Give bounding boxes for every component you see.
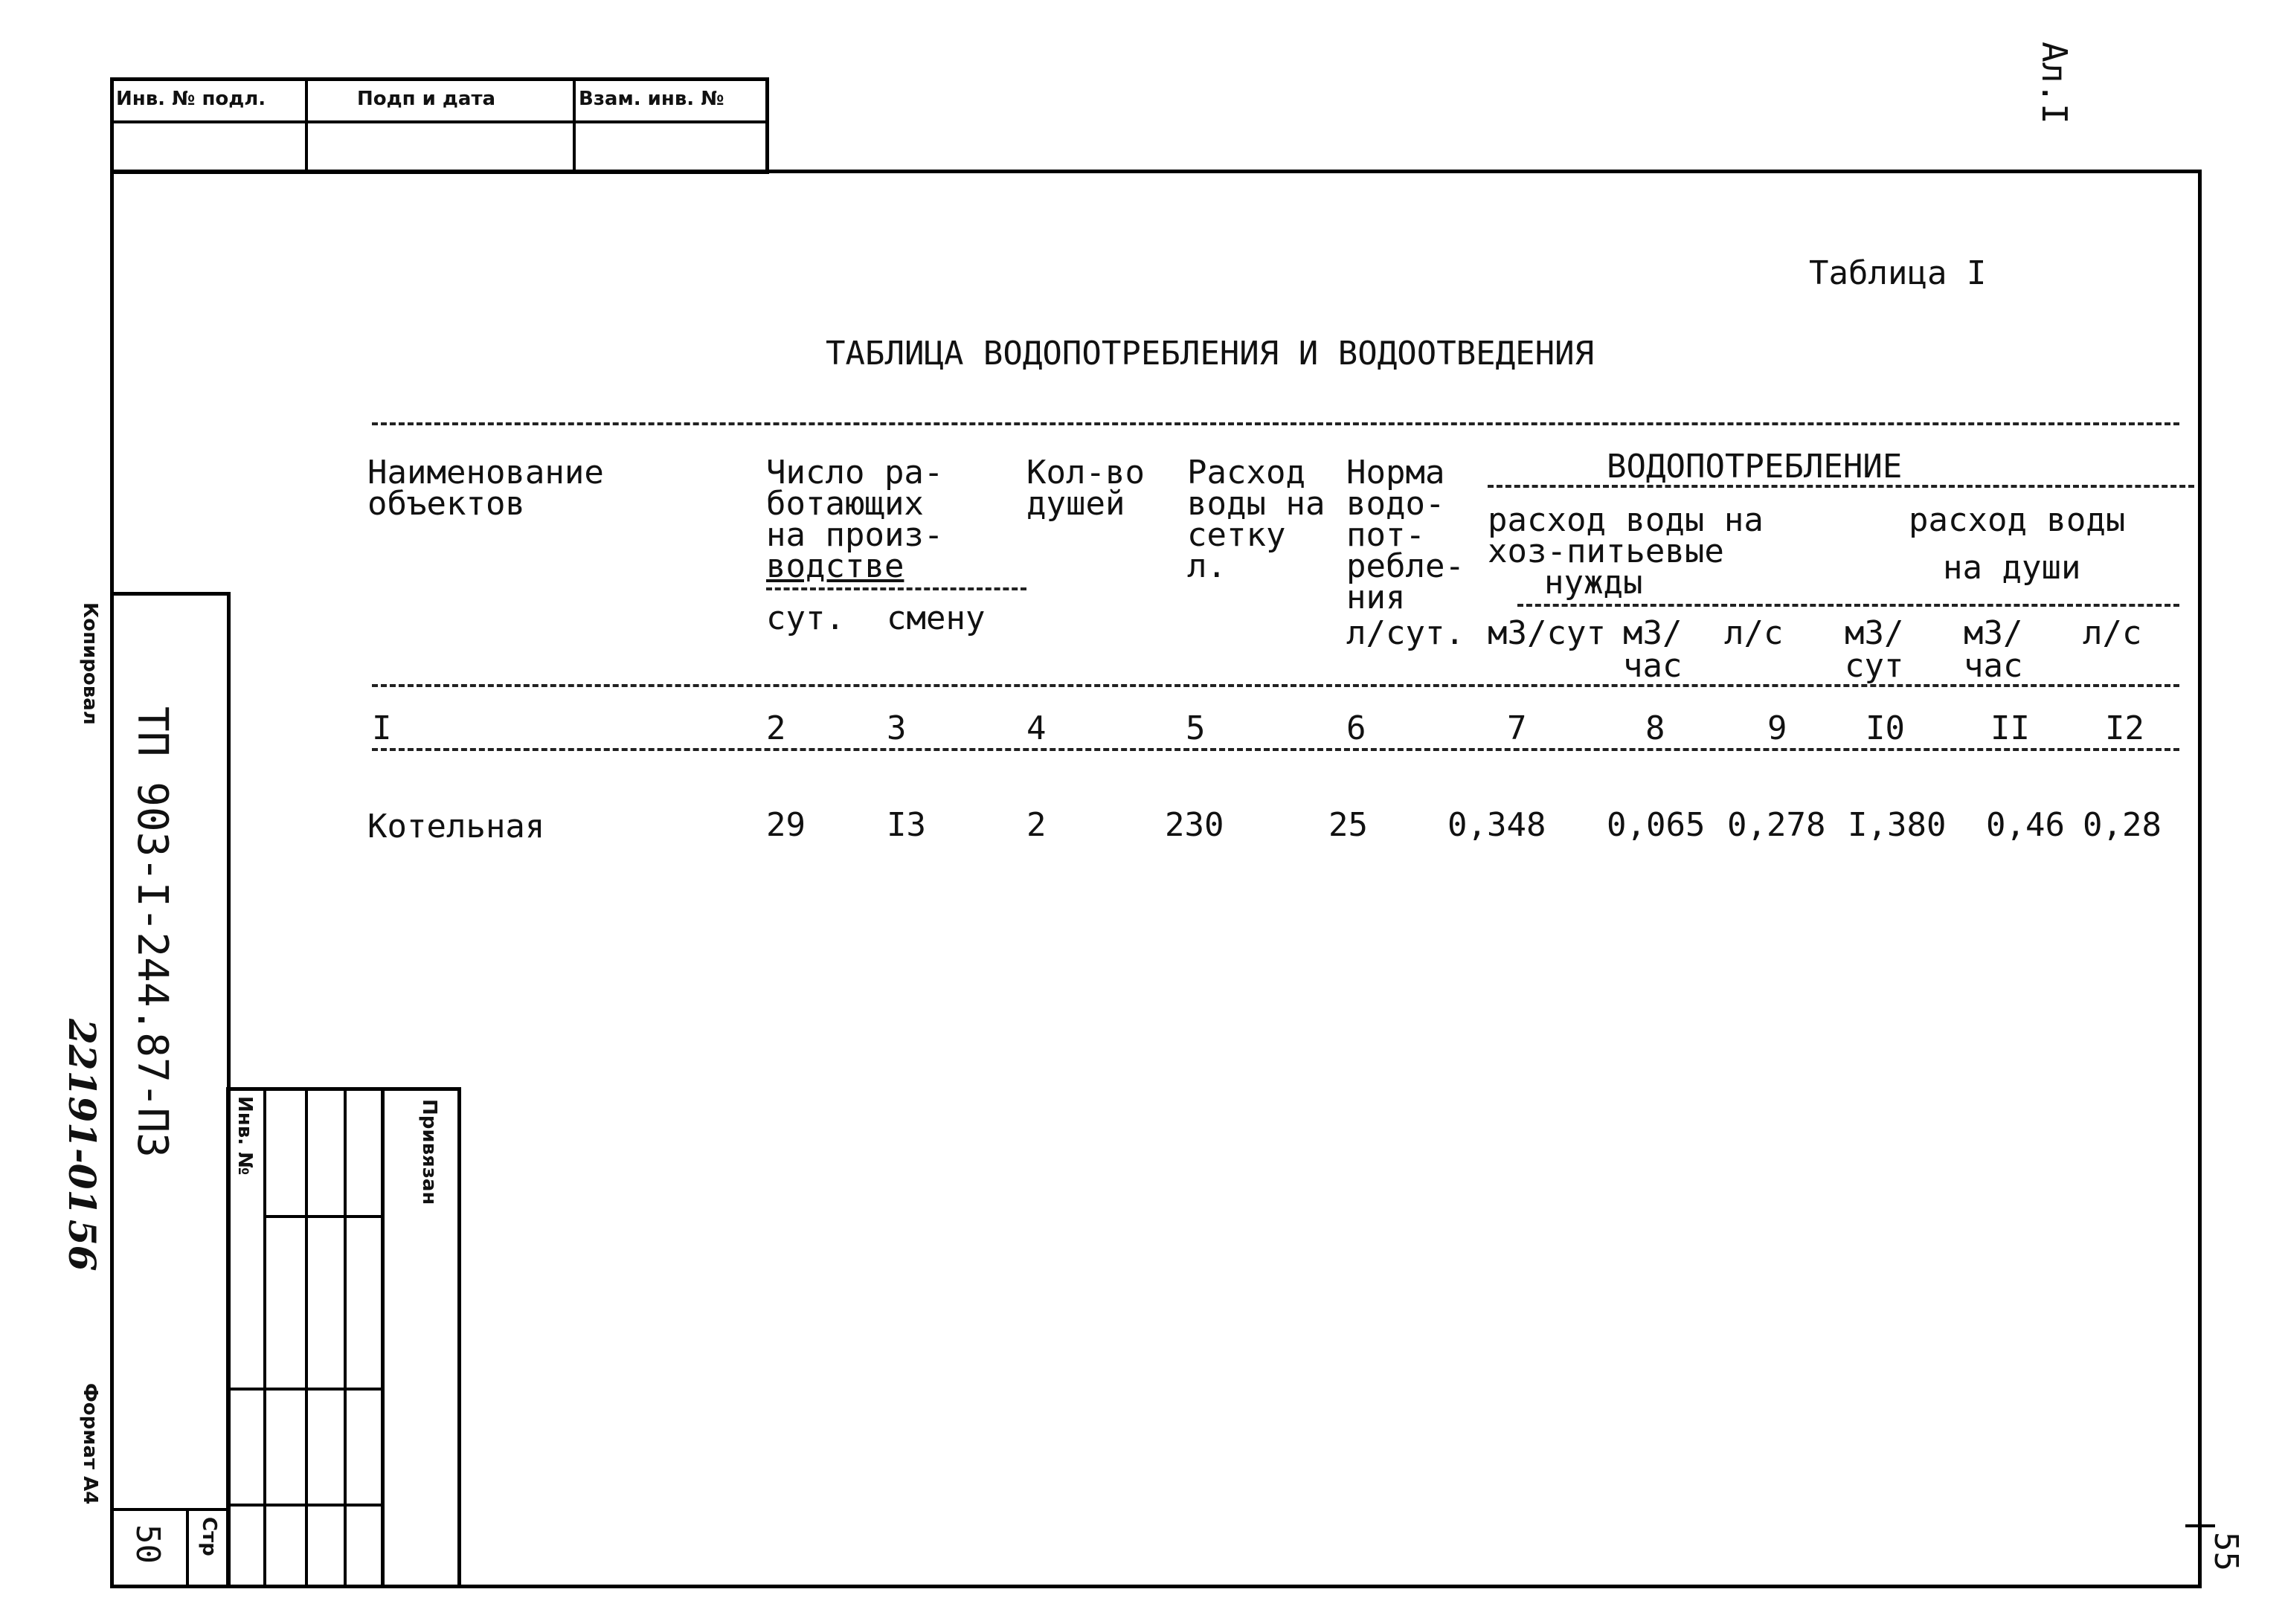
header-workers-1: Число ра- [766, 454, 944, 492]
row-value-shower-m3-hour: 0,46 [1986, 806, 2065, 844]
header-showers-1: Кол-во [1026, 454, 1145, 492]
colnum-8: 8 [1645, 709, 1665, 747]
header-grid-1: Расход [1187, 454, 1305, 492]
handwritten-number: 22191-01 [60, 1019, 104, 1216]
unit-day-b: сут [1845, 647, 1904, 685]
header-name-1: Наименование [367, 454, 604, 492]
corner-label: Ал.I [2034, 42, 2075, 124]
header-showers-flow-1: расход воды [1909, 501, 2126, 539]
colnum-6: 6 [1346, 709, 1366, 747]
inv-no-label: Инв. № [234, 1096, 256, 1176]
kopiroval: Копировал [79, 602, 101, 725]
row-value-grid: 230 [1165, 806, 1224, 844]
row-value-showers: 2 [1026, 806, 1047, 844]
doc-code: ТП 903-I-244.87-ПЗ [128, 706, 176, 1158]
colnum-4: 4 [1026, 709, 1047, 747]
page-num-left: 50 [129, 1524, 167, 1564]
header-household-1: расход воды на [1488, 501, 1764, 539]
format-label: Формат А4 [79, 1383, 101, 1505]
unit-hour-b: час [1964, 647, 2023, 685]
colnum-5: 5 [1186, 709, 1206, 747]
header-workers-4: водстве [766, 547, 904, 585]
table-label: Таблица I [1809, 254, 1987, 292]
header-name-2: объектов [367, 485, 525, 523]
unit-hour-a: час [1623, 647, 1683, 685]
stamp-vzam-inv: Взам. инв. № [579, 88, 724, 110]
header-household-2: хоз-питьевые [1488, 532, 1724, 570]
header-household-3: нужды [1544, 564, 1643, 602]
colnum-9: 9 [1767, 709, 1787, 747]
colnum-3: 3 [887, 709, 907, 747]
stamp-inv-podl: Инв. № подл. [116, 88, 266, 110]
header-workers-day: сут. [766, 599, 845, 637]
colnum-7: 7 [1507, 709, 1527, 747]
row-value-norm: 25 [1328, 806, 1368, 844]
header-norm-2: водо- [1346, 485, 1445, 523]
header-norm-3: пот- [1346, 516, 1425, 554]
header-norm-6: л/сут. [1346, 614, 1465, 652]
header-grid-4: л. [1187, 547, 1227, 585]
header-workers-2: ботающих [766, 485, 924, 523]
colnum-11: II [1990, 709, 2030, 747]
unit-m3-hour-b: м3/ [1964, 614, 2023, 652]
row-name: Котельная [367, 808, 545, 845]
header-norm-4: ребле- [1346, 547, 1465, 585]
header-showers-flow-2: на души [1943, 549, 2081, 587]
privyazan-label: Привязан [418, 1099, 440, 1205]
header-vodopotreblenie: ВОДОПОТРЕБЛЕНИЕ [1607, 448, 1903, 486]
str-label: Стр [198, 1517, 220, 1556]
unit-m3-day: м3/сут [1488, 614, 1606, 652]
colnum-1: I [372, 709, 392, 747]
header-showers-2: душей [1026, 485, 1125, 523]
unit-m3-b: м3/ [1845, 614, 1904, 652]
header-grid-2: воды на [1187, 485, 1325, 523]
colnum-2: 2 [766, 709, 786, 747]
unit-ls-b: л/с [2083, 614, 2142, 652]
header-grid-3: сетку [1187, 516, 1286, 554]
header-workers-3: на произ- [766, 516, 944, 554]
row-value-m3-hour: 0,065 [1607, 806, 1706, 844]
page-number-right: 55 [2207, 1532, 2245, 1571]
stamp-podp-data: Подп и дата [357, 88, 496, 110]
row-value-m3-day: 0,348 [1447, 806, 1546, 844]
row-value-shower-m3-day: I,380 [1848, 806, 1947, 844]
header-workers-shift: смену [887, 599, 986, 637]
unit-m3-hour-a: м3/ [1623, 614, 1683, 652]
header-norm-1: Норма [1346, 454, 1445, 492]
row-value-workers-day: 29 [766, 806, 806, 844]
header-norm-5: ния [1346, 579, 1406, 616]
colnum-10: I0 [1865, 709, 1905, 747]
page-title: ТАБЛИЦА ВОДОПОТРЕБЛЕНИЯ И ВОДООТВЕДЕНИЯ [826, 335, 1595, 373]
unit-ls-a: л/с [1724, 614, 1784, 652]
row-value-ls: 0,278 [1727, 806, 1826, 844]
handwritten-sheet: 56 [60, 1219, 104, 1272]
colnum-12: I2 [2105, 709, 2144, 747]
row-value-shower-ls: 0,28 [2083, 806, 2162, 844]
row-value-workers-shift: I3 [887, 806, 926, 844]
